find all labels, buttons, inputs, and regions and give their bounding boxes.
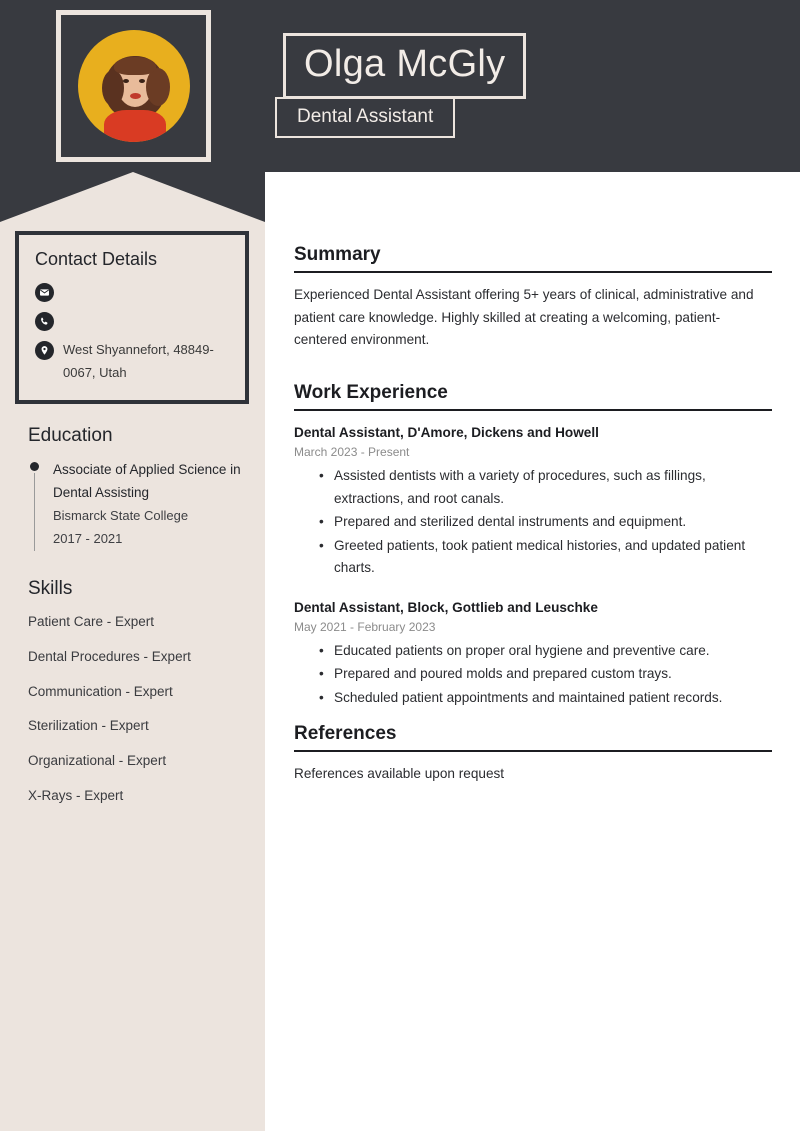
- phone-icon: [35, 312, 54, 331]
- education-timeline-line: [34, 473, 35, 551]
- job-dates: May 2021 - February 2023: [294, 619, 436, 634]
- profile-photo: [78, 30, 190, 142]
- email-icon: [35, 283, 54, 302]
- job-entry: [294, 423, 772, 580]
- skill-item: X-Rays - Expert: [28, 788, 124, 803]
- portrait-eye-left: [123, 79, 129, 83]
- education-heading: Education: [28, 425, 113, 446]
- job-title: Dental Assistant, D'Amore, Dickens and Howell: [294, 425, 599, 440]
- portrait-hair-left: [102, 70, 124, 106]
- references-heading: References: [294, 723, 772, 752]
- contact-row-phone: [35, 311, 229, 331]
- candidate-name: Olga McGly: [283, 33, 526, 99]
- location-icon: [35, 341, 54, 360]
- references-section: [294, 723, 772, 786]
- job-title: Dental Assistant, Block, Gottlieb and Leuschke: [294, 599, 598, 615]
- job-bullet: • Prepared and poured molds and prepared custom trays.: [334, 663, 772, 686]
- skill-item: Patient Care - Expert: [28, 614, 155, 629]
- summary-text: Experienced Dental Assistant offering 5+ years of clinical, administrative and patient care knowledge. Highly skilled at creating a welcoming, patient-centered environment.: [294, 287, 754, 347]
- work-experience-heading: Work Experience: [294, 382, 772, 411]
- job-bullet-list: [294, 640, 772, 710]
- job-bullet: • Prepared and sterilized dental instruments and equipment.: [334, 511, 772, 534]
- job-dates: March 2023 - Present: [294, 445, 410, 459]
- education-degree: Associate of Applied Science in Dental Assisting: [53, 462, 241, 500]
- job-entry: [294, 598, 772, 710]
- portrait-fringe: [114, 57, 156, 75]
- education-entry: [30, 458, 250, 550]
- contact-details-heading: Contact Details: [35, 249, 158, 269]
- education-dates: 2017 - 2021: [53, 531, 123, 546]
- contact-row-location: [35, 340, 229, 384]
- job-bullet: • Educated patients on proper oral hygiene and preventive care.: [334, 640, 772, 663]
- profile-photo-frame: [56, 10, 211, 162]
- contact-row-email: [35, 282, 229, 302]
- summary-heading: Summary: [294, 244, 772, 273]
- portrait-hair-right: [146, 68, 170, 106]
- contact-details-box: [15, 231, 249, 404]
- portrait-lips: [130, 93, 141, 99]
- summary-section: [294, 244, 772, 352]
- references-text: References available upon request: [294, 766, 505, 781]
- education-school: Bismarck State College: [53, 508, 189, 523]
- job-bullet-list: [294, 465, 772, 580]
- job-bullet: • Greeted patients, took patient medical histories, and updated patient charts.: [334, 535, 772, 580]
- job-bullet: • Assisted dentists with a variety of procedures, such as fillings, extractions, and root canals.: [334, 465, 772, 510]
- job-bullet: • Scheduled patient appointments and maintained patient records.: [334, 687, 772, 710]
- contact-location-value: West Shyannefort, 48849-0067, Utah: [63, 342, 214, 380]
- portrait-eye-right: [139, 79, 145, 83]
- portrait-body: [104, 110, 166, 142]
- work-experience-section: [294, 382, 772, 710]
- skill-item: Communication - Expert: [28, 684, 173, 699]
- candidate-job-title: Dental Assistant: [275, 97, 455, 138]
- skill-item: Sterilization - Expert: [28, 718, 149, 733]
- skills-heading: Skills: [28, 578, 73, 599]
- education-bullet-icon: [30, 462, 39, 471]
- header-notch-triangle: [0, 172, 265, 222]
- skill-item: Organizational - Expert: [28, 753, 167, 768]
- skill-item: Dental Procedures - Expert: [28, 649, 191, 664]
